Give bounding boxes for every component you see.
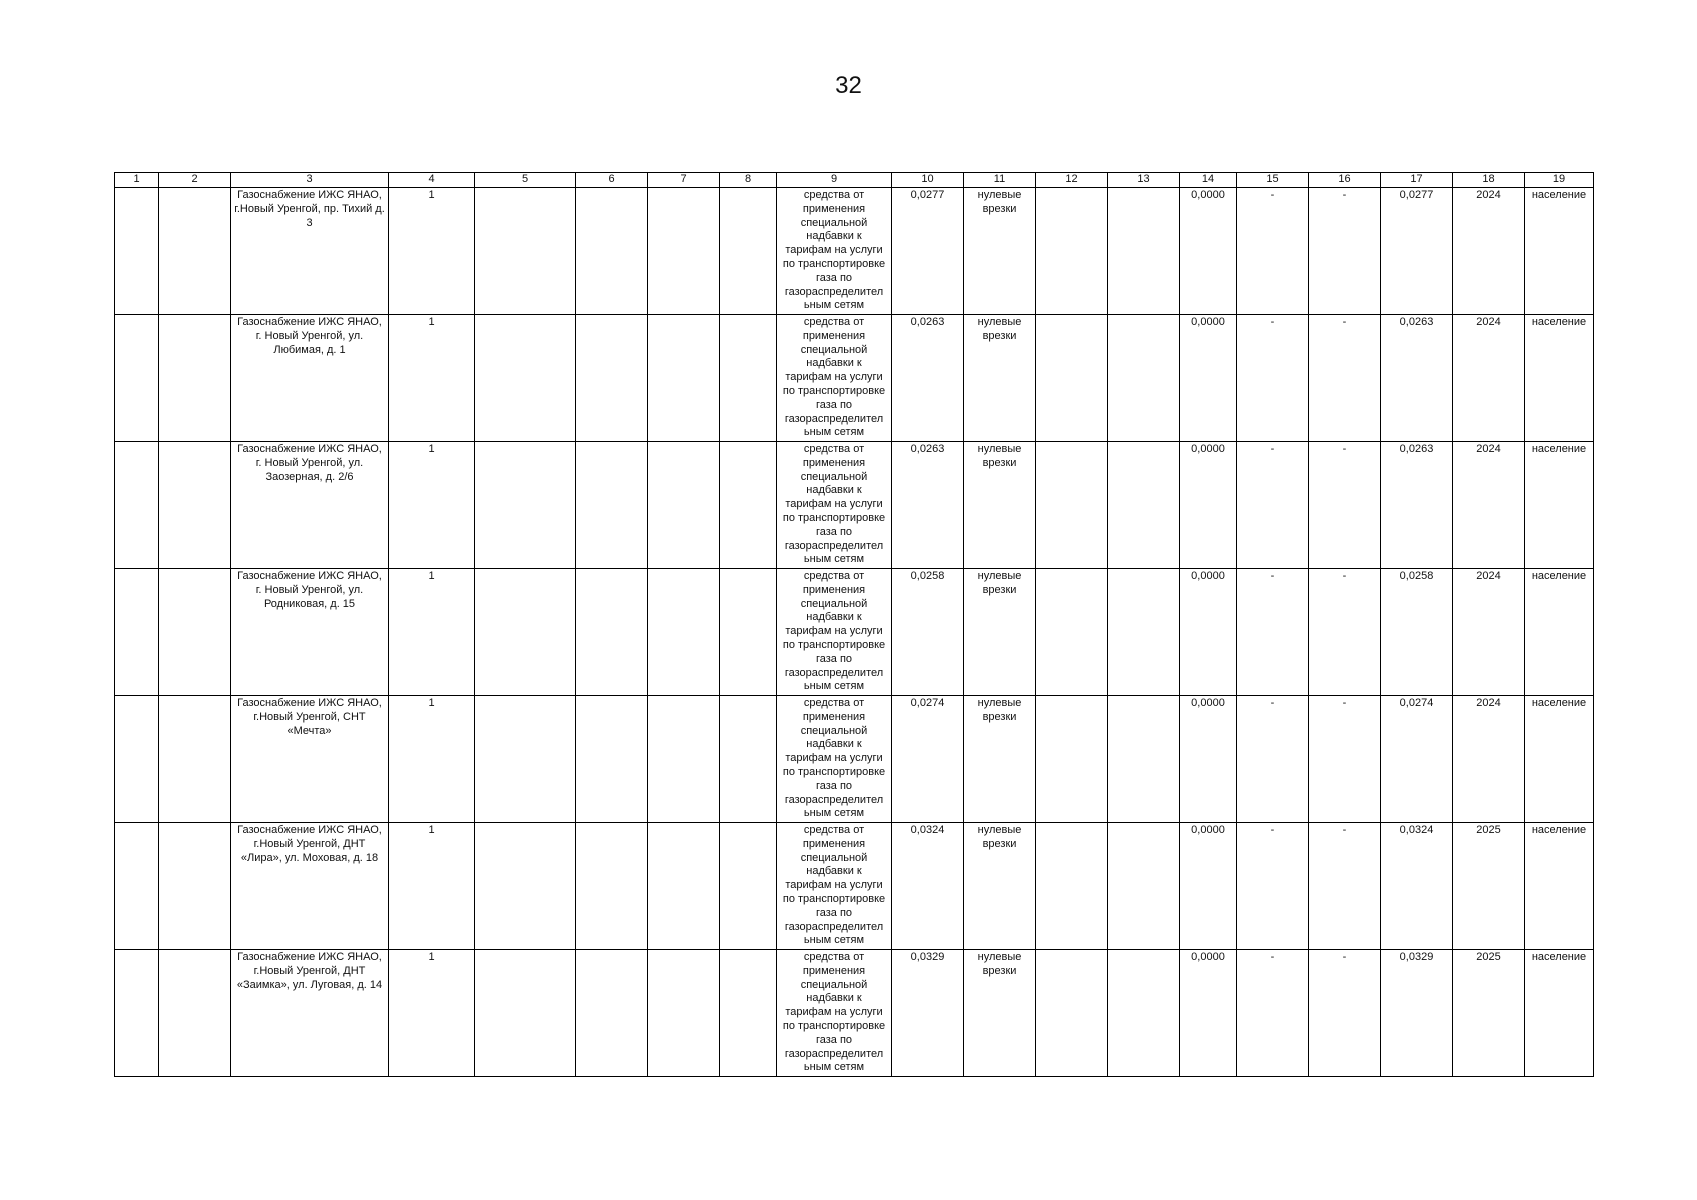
cell-col-1 [115,696,159,823]
total-value-cell: 0,0277 [1381,188,1453,315]
column-header-4: 4 [389,173,475,188]
cell-col-13 [1108,188,1180,315]
funding-source-cell: средства от применения специальной надбавки к тарифам на услуги по транспортировке газа по газораспределител ьным сетям [777,823,892,950]
cell-col-2 [159,950,231,1077]
year-cell: 2025 [1453,823,1525,950]
cell-col-8 [720,442,777,569]
dash-cell: - [1309,696,1381,823]
quantity-cell: 1 [389,188,475,315]
cell-col-13 [1108,823,1180,950]
cell-col-6 [576,315,648,442]
dash-cell: - [1309,569,1381,696]
year-cell: 2024 [1453,442,1525,569]
type-cell: нулевые врезки [964,442,1036,569]
total-value-cell: 0,0329 [1381,950,1453,1077]
cell-col-2 [159,696,231,823]
object-address-cell: Газоснабжение ИЖС ЯНАО, г. Новый Уренгой, ул. Родниковая, д. 15 [231,569,389,696]
dash-cell: - [1237,823,1309,950]
column-header-12: 12 [1036,173,1108,188]
funding-source-cell: средства от применения специальной надбавки к тарифам на услуги по транспортировке газа по газораспределител ьным сетям [777,569,892,696]
dash-cell: - [1309,442,1381,569]
column-header-11: 11 [964,173,1036,188]
column-header-19: 19 [1525,173,1594,188]
value-cell: 0,0277 [892,188,964,315]
column-header-7: 7 [648,173,720,188]
table-row [115,823,1594,950]
total-value-cell: 0,0324 [1381,823,1453,950]
consumer-cell: население [1525,823,1594,950]
table-row [115,950,1594,1077]
cell-col-6 [576,950,648,1077]
type-cell: нулевые врезки [964,823,1036,950]
cell-col-6 [576,569,648,696]
object-address-cell: Газоснабжение ИЖС ЯНАО, г.Новый Уренгой, пр. Тихий д. 3 [231,188,389,315]
consumer-cell: население [1525,442,1594,569]
cell-col-5 [475,696,576,823]
cell-col-1 [115,823,159,950]
cell-col-8 [720,696,777,823]
cell-col-5 [475,188,576,315]
cell-col-6 [576,442,648,569]
table-body [115,188,1594,1077]
value-zero-cell: 0,0000 [1180,315,1237,442]
cell-col-8 [720,823,777,950]
dash-cell: - [1237,696,1309,823]
value-cell: 0,0263 [892,442,964,569]
dash-cell: - [1237,315,1309,442]
column-header-17: 17 [1381,173,1453,188]
type-cell: нулевые врезки [964,696,1036,823]
column-header-5: 5 [475,173,576,188]
consumer-cell: население [1525,315,1594,442]
year-cell: 2024 [1453,188,1525,315]
column-header-16: 16 [1309,173,1381,188]
cell-col-2 [159,315,231,442]
cell-col-2 [159,823,231,950]
cell-col-5 [475,315,576,442]
table-row [115,315,1594,442]
cell-col-12 [1036,188,1108,315]
cell-col-13 [1108,696,1180,823]
cell-col-12 [1036,696,1108,823]
funding-source-cell: средства от применения специальной надбавки к тарифам на услуги по транспортировке газа по газораспределител ьным сетям [777,315,892,442]
dash-cell: - [1237,569,1309,696]
table-row [115,569,1594,696]
dash-cell: - [1237,950,1309,1077]
dash-cell: - [1309,188,1381,315]
dash-cell: - [1309,950,1381,1077]
consumer-cell: население [1525,950,1594,1077]
cell-col-7 [648,823,720,950]
column-header-8: 8 [720,173,777,188]
year-cell: 2025 [1453,950,1525,1077]
dash-cell: - [1237,188,1309,315]
total-value-cell: 0,0274 [1381,696,1453,823]
cell-col-8 [720,188,777,315]
cell-col-12 [1036,315,1108,442]
year-cell: 2024 [1453,696,1525,823]
dash-cell: - [1309,823,1381,950]
cell-col-7 [648,696,720,823]
cell-col-1 [115,188,159,315]
quantity-cell: 1 [389,315,475,442]
consumer-cell: население [1525,188,1594,315]
type-cell: нулевые врезки [964,315,1036,442]
cell-col-1 [115,315,159,442]
value-zero-cell: 0,0000 [1180,569,1237,696]
value-cell: 0,0329 [892,950,964,1077]
value-zero-cell: 0,0000 [1180,696,1237,823]
cell-col-5 [475,569,576,696]
cell-col-1 [115,442,159,569]
cell-col-13 [1108,569,1180,696]
cell-col-7 [648,442,720,569]
value-cell: 0,0324 [892,823,964,950]
column-header-9: 9 [777,173,892,188]
cell-col-7 [648,315,720,442]
column-header-10: 10 [892,173,964,188]
cell-col-2 [159,188,231,315]
table-row [115,188,1594,315]
cell-col-7 [648,950,720,1077]
quantity-cell: 1 [389,823,475,950]
cell-col-8 [720,569,777,696]
cell-col-1 [115,950,159,1077]
cell-col-13 [1108,442,1180,569]
funding-source-cell: средства от применения специальной надбавки к тарифам на услуги по транспортировке газа по газораспределител ьным сетям [777,950,892,1077]
table-row [115,442,1594,569]
table-row [115,696,1594,823]
cell-col-2 [159,569,231,696]
object-address-cell: Газоснабжение ИЖС ЯНАО, г.Новый Уренгой, ДНТ «Лира», ул. Моховая, д. 18 [231,823,389,950]
quantity-cell: 1 [389,950,475,1077]
column-header-14: 14 [1180,173,1237,188]
value-zero-cell: 0,0000 [1180,823,1237,950]
table-header [115,173,1594,188]
dash-cell: - [1309,315,1381,442]
cell-col-6 [576,188,648,315]
column-header-1: 1 [115,173,159,188]
value-zero-cell: 0,0000 [1180,442,1237,569]
cell-col-8 [720,950,777,1077]
type-cell: нулевые врезки [964,950,1036,1077]
cell-col-12 [1036,442,1108,569]
funding-source-cell: средства от применения специальной надбавки к тарифам на услуги по транспортировке газа по газораспределител ьным сетям [777,442,892,569]
object-address-cell: Газоснабжение ИЖС ЯНАО, г.Новый Уренгой, ДНТ «Заимка», ул. Луговая, д. 14 [231,950,389,1077]
cell-col-2 [159,442,231,569]
consumer-cell: население [1525,696,1594,823]
column-header-2: 2 [159,173,231,188]
cell-col-7 [648,569,720,696]
cell-col-8 [720,315,777,442]
value-cell: 0,0274 [892,696,964,823]
column-header-15: 15 [1237,173,1309,188]
cell-col-6 [576,696,648,823]
value-zero-cell: 0,0000 [1180,188,1237,315]
cell-col-5 [475,442,576,569]
cell-col-13 [1108,950,1180,1077]
cell-col-5 [475,950,576,1077]
cell-col-13 [1108,315,1180,442]
cell-col-12 [1036,569,1108,696]
consumer-cell: население [1525,569,1594,696]
quantity-cell: 1 [389,696,475,823]
funding-source-cell: средства от применения специальной надбавки к тарифам на услуги по транспортировке газа по газораспределител ьным сетям [777,188,892,315]
object-address-cell: Газоснабжение ИЖС ЯНАО, г. Новый Уренгой, ул. Заозерная, д. 2/6 [231,442,389,569]
value-cell: 0,0263 [892,315,964,442]
dash-cell: - [1237,442,1309,569]
cell-col-12 [1036,950,1108,1077]
column-header-6: 6 [576,173,648,188]
cell-col-6 [576,823,648,950]
value-zero-cell: 0,0000 [1180,950,1237,1077]
type-cell: нулевые врезки [964,188,1036,315]
quantity-cell: 1 [389,569,475,696]
year-cell: 2024 [1453,569,1525,696]
cell-col-1 [115,569,159,696]
column-header-3: 3 [231,173,389,188]
column-header-13: 13 [1108,173,1180,188]
header-row [115,173,1594,188]
data-table [114,172,1594,1077]
value-cell: 0,0258 [892,569,964,696]
object-address-cell: Газоснабжение ИЖС ЯНАО, г. Новый Уренгой, ул. Любимая, д. 1 [231,315,389,442]
cell-col-12 [1036,823,1108,950]
quantity-cell: 1 [389,442,475,569]
total-value-cell: 0,0263 [1381,442,1453,569]
funding-source-cell: средства от применения специальной надбавки к тарифам на услуги по транспортировке газа по газораспределител ьным сетям [777,696,892,823]
cell-col-5 [475,823,576,950]
cell-col-7 [648,188,720,315]
total-value-cell: 0,0258 [1381,569,1453,696]
total-value-cell: 0,0263 [1381,315,1453,442]
type-cell: нулевые врезки [964,569,1036,696]
year-cell: 2024 [1453,315,1525,442]
page-number: 32 [835,72,862,99]
column-header-18: 18 [1453,173,1525,188]
object-address-cell: Газоснабжение ИЖС ЯНАО, г.Новый Уренгой, СНТ «Мечта» [231,696,389,823]
